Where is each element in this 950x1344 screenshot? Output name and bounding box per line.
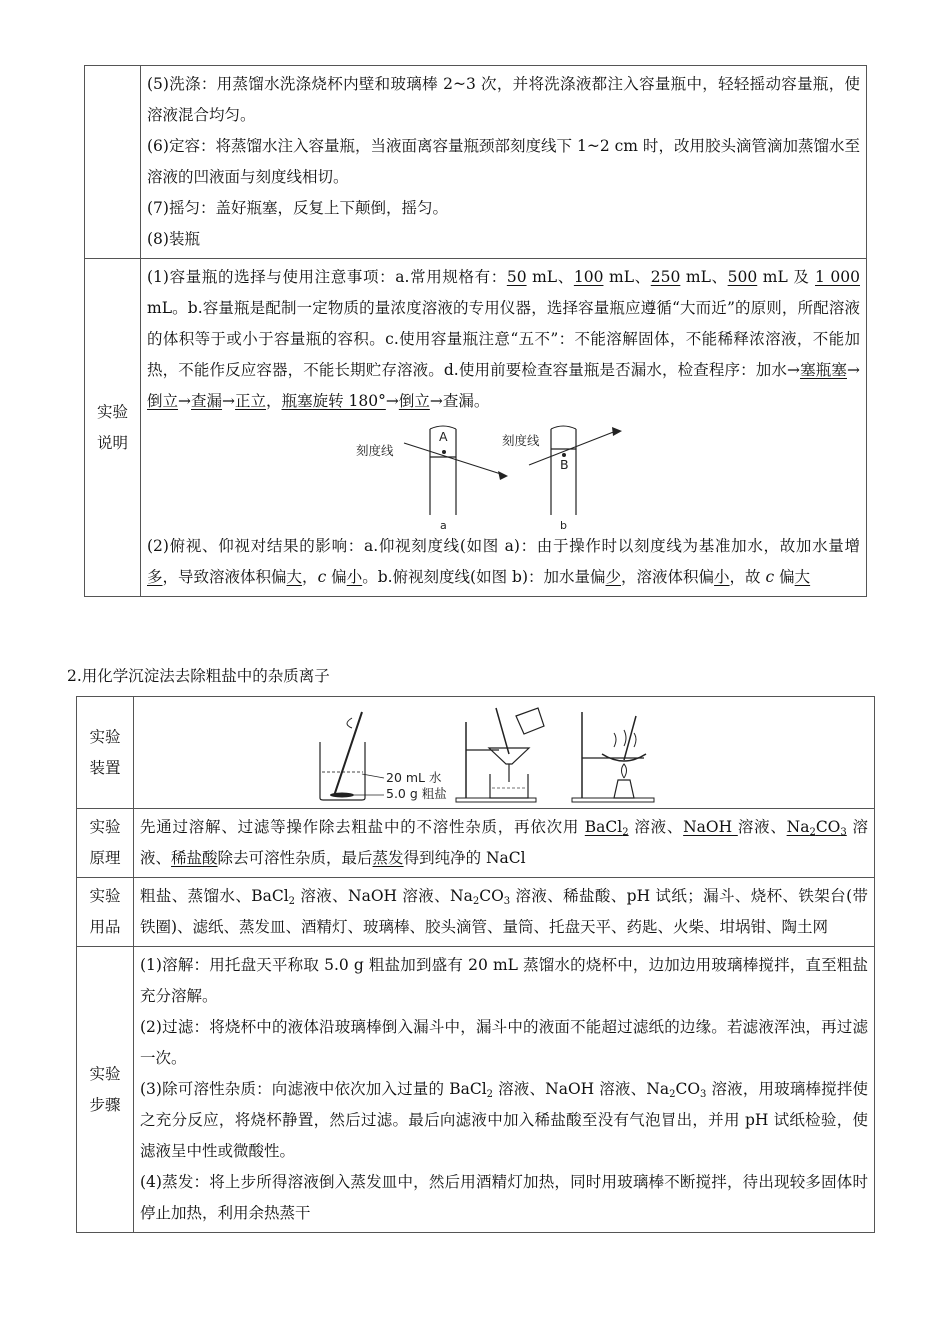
eye-icon [498, 471, 508, 480]
salt-purification-table [76, 696, 875, 1233]
answer-blank: 塞瓶塞 [799, 361, 847, 379]
table-row [77, 947, 875, 1233]
answer-blank: $Na_2CO_3$ [786, 818, 847, 838]
apparatus-cell [134, 697, 875, 809]
step-5: (5)洗涤：用蒸馏水洗涤烧杯内壁和玻璃棒 2~3 次，并将洗涤液都注入容量瓶中，轻轻摇动容量瓶，使溶液混合均匀。 [147, 75, 860, 124]
water-label: 20 mL 水 [386, 769, 442, 785]
sightline-a [404, 443, 504, 475]
answer-blank: 少 [605, 568, 622, 586]
note-volumetric-flask: (1)容量瓶的选择与使用注意事项：a.常用规格有：50 mL、100 mL、250 mL、500 mL 及 1 000 mL。b.容量瓶是配制一定物质的量浓度溶液的专用仪器，选择容量瓶应遵循“大而近”的原则，所配溶液的体积等于或小于容量瓶的容积。c.使用容量瓶注意“五不”：不能溶解固体，不能稀释浓溶液，不能加热，不能作反应容器，不能长期贮存溶液。d.使用前要检查容量瓶是否漏水，检查程序：加水→塞瓶塞→倒立→查漏→正立，瓶塞旋转 180°→倒立→查漏。 [147, 268, 860, 410]
salt-label: 5.0 g 粗盐 [386, 785, 447, 801]
row-header-apparatus: 实验 装置 [77, 697, 134, 809]
explanation-cell [141, 259, 867, 597]
row-header-supplies: 实验 用品 [77, 878, 134, 947]
answer-blank: NaOH [683, 818, 738, 836]
step-6: (6)定容：将蒸馏水注入容量瓶，当液面离容量瓶颈部刻度线下 1~2 cm 时，改用胶头滴管滴加蒸馏水至溶液的凹液面与刻度线相切。 [147, 137, 860, 186]
answer-blank: 250 [650, 268, 681, 286]
filtration-illustration [456, 708, 544, 802]
answer-blank: 稀盐酸 [171, 849, 218, 867]
point-a-label: A [438, 429, 448, 444]
answer-blank: 倒立 [147, 392, 179, 410]
table-row [85, 259, 867, 597]
step-remove-soluble: (3)除可溶性杂质：向滤液中依次加入过量的 BaCl$_2$ 溶液、NaOH 溶液、$Na_2CO_3$ 溶液，用玻璃棒搅拌使之充分反应，将烧杯静置，然后过滤。最后向滤液中加入稀盐酸至没有气泡冒出，并用 pH 试纸检验，使滤液呈中性或微酸性。 [140, 1080, 868, 1160]
answer-blank: 大 [286, 568, 303, 586]
answer-blank: 500 [727, 268, 758, 286]
answer-blank: 倒立 [398, 392, 430, 410]
answer-blank: 小 [346, 568, 363, 586]
row-header-steps: 实验 步骤 [77, 947, 134, 1233]
beaker-dissolve-illustration [320, 712, 384, 800]
answer-blank: 50 [506, 268, 527, 286]
sightline-b [529, 431, 616, 465]
meniscus-reading-figure [354, 419, 654, 531]
answer-blank: 100 [573, 268, 604, 286]
step-evaporate: (4)蒸发：将上步所得溶液倒入蒸发皿中，然后用酒精灯加热，同时用玻璃棒不断搅拌，待出现较多固体时停止加热，利用余热蒸干 [140, 1173, 868, 1222]
point-a-marker [442, 450, 446, 454]
step-8: (8)装瓶 [147, 230, 200, 248]
procedure-cell [134, 947, 875, 1233]
point-b-label: B [559, 457, 569, 472]
table-row [77, 809, 875, 878]
answer-blank: BaCl$_2$ [584, 818, 629, 838]
evaporation-illustration [572, 712, 654, 802]
table-row [77, 878, 875, 947]
section-title: 2.用化学沉淀法去除粗盐中的杂质离子 [67, 667, 330, 685]
row-header-principle: 实验 原理 [77, 809, 134, 878]
step-dissolve: (1)溶解：用托盘天平称取 5.0 g 粗盐加到盛有 20 mL 蒸馏水的烧杯中，边加边用玻璃棒搅拌，直至粗盐充分溶解。 [140, 956, 868, 1005]
scale-line-label-b: 刻度线 [501, 433, 540, 448]
answer-blank: 1 000 [815, 268, 860, 286]
caption-b: b [559, 519, 567, 531]
table-row [77, 697, 875, 809]
empty-header-cell [85, 66, 141, 259]
answer-blank: 瓶塞旋转 180° [281, 392, 386, 410]
apparatus-figure [314, 702, 694, 806]
supplies-cell: 粗盐、蒸馏水、BaCl$_2$ 溶液、NaOH 溶液、$Na_2CO_3$ 溶液、稀盐酸、pH 试纸；漏斗、烧杯、铁架台(带铁圈)、滤纸、蒸发皿、酒精灯、玻璃棒、胶头滴管、量筒、托盘天平、药匙、火柴、坩埚钳、陶土网 [134, 878, 875, 947]
answer-blank: 查漏 [191, 392, 223, 410]
step-filter: (2)过滤：将烧杯中的液体沿玻璃棒倒入漏斗中，漏斗中的液面不能超过滤纸的边缘。若滤液浑浊，再过滤一次。 [140, 1018, 868, 1067]
answer-blank: 蒸发 [372, 849, 404, 867]
answer-blank: 小 [714, 568, 730, 586]
eye-icon [612, 427, 622, 436]
step-7: (7)摇匀：盖好瓶塞，反复上下颠倒，摇匀。 [147, 199, 448, 217]
table-row [85, 66, 867, 259]
answer-blank: 大 [794, 568, 811, 586]
steps-cell [141, 66, 867, 259]
answer-blank: 正立 [235, 392, 267, 410]
note-reading-error: (2)俯视、仰视对结果的影响：a.仰视刻度线(如图 a)：由于操作时以刻度线为基准加水，故加水量增多，导致溶液体积偏大，c 偏小。b.俯视刻度线(如图 b)：加水量偏少，溶液体积偏小，故 c 偏大 [147, 537, 860, 586]
caption-a: a [439, 519, 447, 531]
answer-blank: 多 [147, 568, 163, 586]
scale-line-label-a: 刻度线 [355, 443, 394, 458]
principle-cell: 先通过溶解、过滤等操作除去粗盐中的不溶性杂质，再依次用 BaCl$_2$ 溶液、NaOH 溶液、$Na_2CO_3$ 溶液、稀盐酸除去可溶性杂质，最后蒸发得到纯净的 NaCl [134, 809, 875, 878]
solution-prep-table [84, 65, 867, 597]
row-header-explanation: 实验 说明 [85, 259, 141, 597]
